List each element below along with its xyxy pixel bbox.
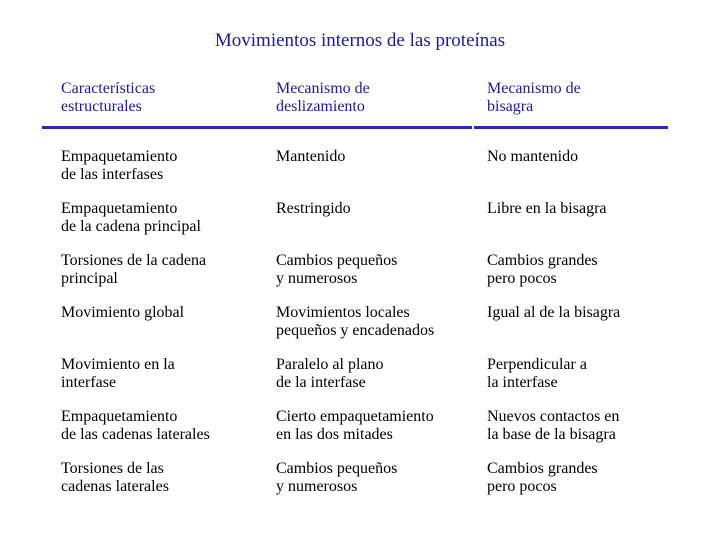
- row-4-feature: Movimiento global: [61, 304, 185, 321]
- row-5-hinge: Perpendicular a la interfase: [487, 356, 587, 391]
- row-2-hinge: Libre en la bisagra: [487, 200, 607, 217]
- row-4-sliding: Movimientos locales pequeños y encadenados: [276, 304, 435, 339]
- row-2-sliding: Restringido: [276, 200, 351, 217]
- page-title: Movimientos internos de las proteínas: [214, 30, 506, 51]
- header-rule: [42, 126, 472, 129]
- row-6-sliding: Cierto empaquetamiento en las dos mitades: [276, 408, 434, 443]
- row-3-sliding: Cambios pequeños y numerosos: [276, 252, 398, 287]
- row-1-feature: Empaquetamiento de las interfases: [61, 148, 178, 183]
- header-rule-right: [474, 126, 668, 129]
- row-4-hinge: Igual al de la bisagra: [487, 304, 621, 321]
- column-header-structural: Características estructurales: [61, 80, 156, 115]
- column-header-sliding: Mecanismo de deslizamiento: [276, 80, 370, 115]
- row-3-hinge: Cambios grandes pero pocos: [487, 252, 598, 287]
- row-6-hinge: Nuevos contactos en la base de la bisagra: [487, 408, 620, 443]
- row-7-feature: Torsiones de las cadenas laterales: [61, 460, 169, 495]
- row-1-hinge: No mantenido: [487, 148, 579, 165]
- row-6-feature: Empaquetamiento de las cadenas laterales: [61, 408, 210, 443]
- row-3-feature: Torsiones de la cadena principal: [61, 252, 207, 287]
- row-1-sliding: Mantenido: [276, 148, 346, 165]
- row-2-feature: Empaquetamiento de la cadena principal: [61, 200, 201, 235]
- row-7-hinge: Cambios grandes pero pocos: [487, 460, 598, 495]
- column-header-hinge: Mecanismo de bisagra: [487, 80, 581, 115]
- row-5-feature: Movimiento en la interfase: [61, 356, 175, 391]
- row-5-sliding: Paralelo al plano de la interfase: [276, 356, 384, 391]
- row-7-sliding: Cambios pequeños y numerosos: [276, 460, 398, 495]
